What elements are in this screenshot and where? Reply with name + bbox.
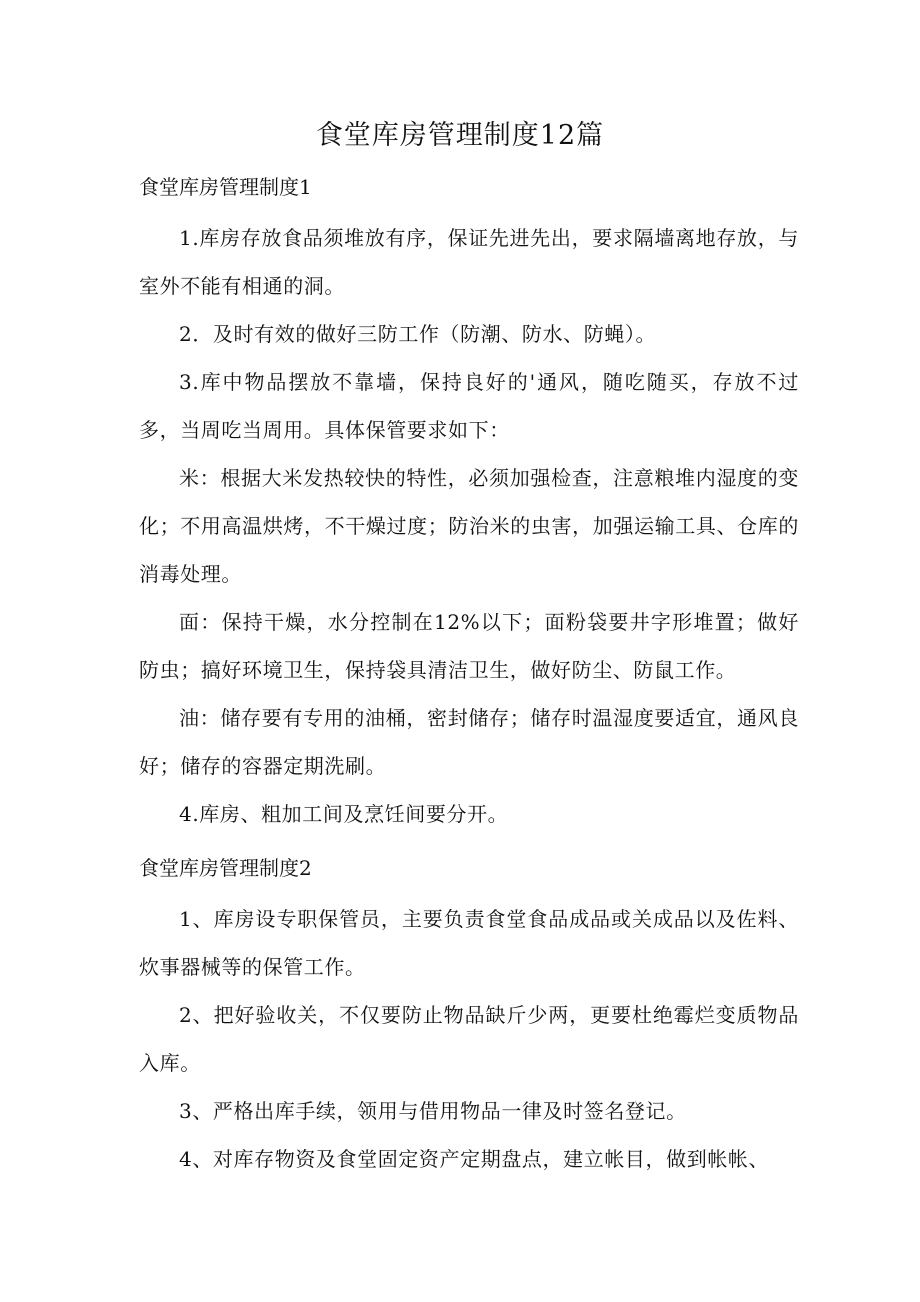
paragraph: 4、对库存物资及食堂固定资产定期盘点，建立帐目，做到帐帐、 — [179, 1147, 770, 1171]
section-heading-1: 食堂库房管理制度1 — [139, 175, 312, 199]
paragraph: 4.库房、粗加工间及烹饪间要分开。 — [179, 802, 509, 826]
paragraph: 米：根据大米发热较快的特性，必须加强检查，注意粮堆内湿度的变化；不用高温烘烤，不干燥过度；防治米的虫害，加强运输工具、仓库的消毒处理。 — [139, 466, 799, 586]
paragraph: 2、把好验收关，不仅要防止物品缺斤少两，更要杜绝霉烂变质物品入库。 — [139, 1003, 799, 1075]
paragraph: 3、严格出库手续，领用与借用物品一律及时签名登记。 — [179, 1099, 687, 1123]
document-title: 食堂库房管理制度12篇 — [315, 120, 605, 151]
paragraph: 1、库房设专职保管员，主要负责食堂食品成品或关成品以及佐料、炊事器械等的保管工作。 — [139, 907, 799, 979]
paragraph: 油：储存要有专用的油桶，密封储存；储存时温湿度要适宜，通风良好；储存的容器定期洗刷。 — [139, 706, 799, 778]
section-heading-2: 食堂库房管理制度2 — [139, 856, 312, 880]
paragraph: 3.库中物品摆放不靠墙，保持良好的'通风，随吃随买，存放不过多，当周吃当周用。具体保管要求如下： — [139, 370, 799, 442]
paragraph: 2．及时有效的做好三防工作（防潮、防水、防蝇）。 — [179, 322, 657, 346]
document-body — [139, 166, 799, 1183]
paragraph: 1.库房存放食品须堆放有序，保证先进先出，要求隔墙离地存放，与室外不能有相通的洞。 — [139, 226, 799, 298]
paragraph: 面：保持干燥，水分控制在12%以下；面粉袋要井字形堆置；做好防虫；搞好环境卫生，保持袋具清洁卫生，做好防尘、防鼠工作。 — [139, 610, 799, 682]
